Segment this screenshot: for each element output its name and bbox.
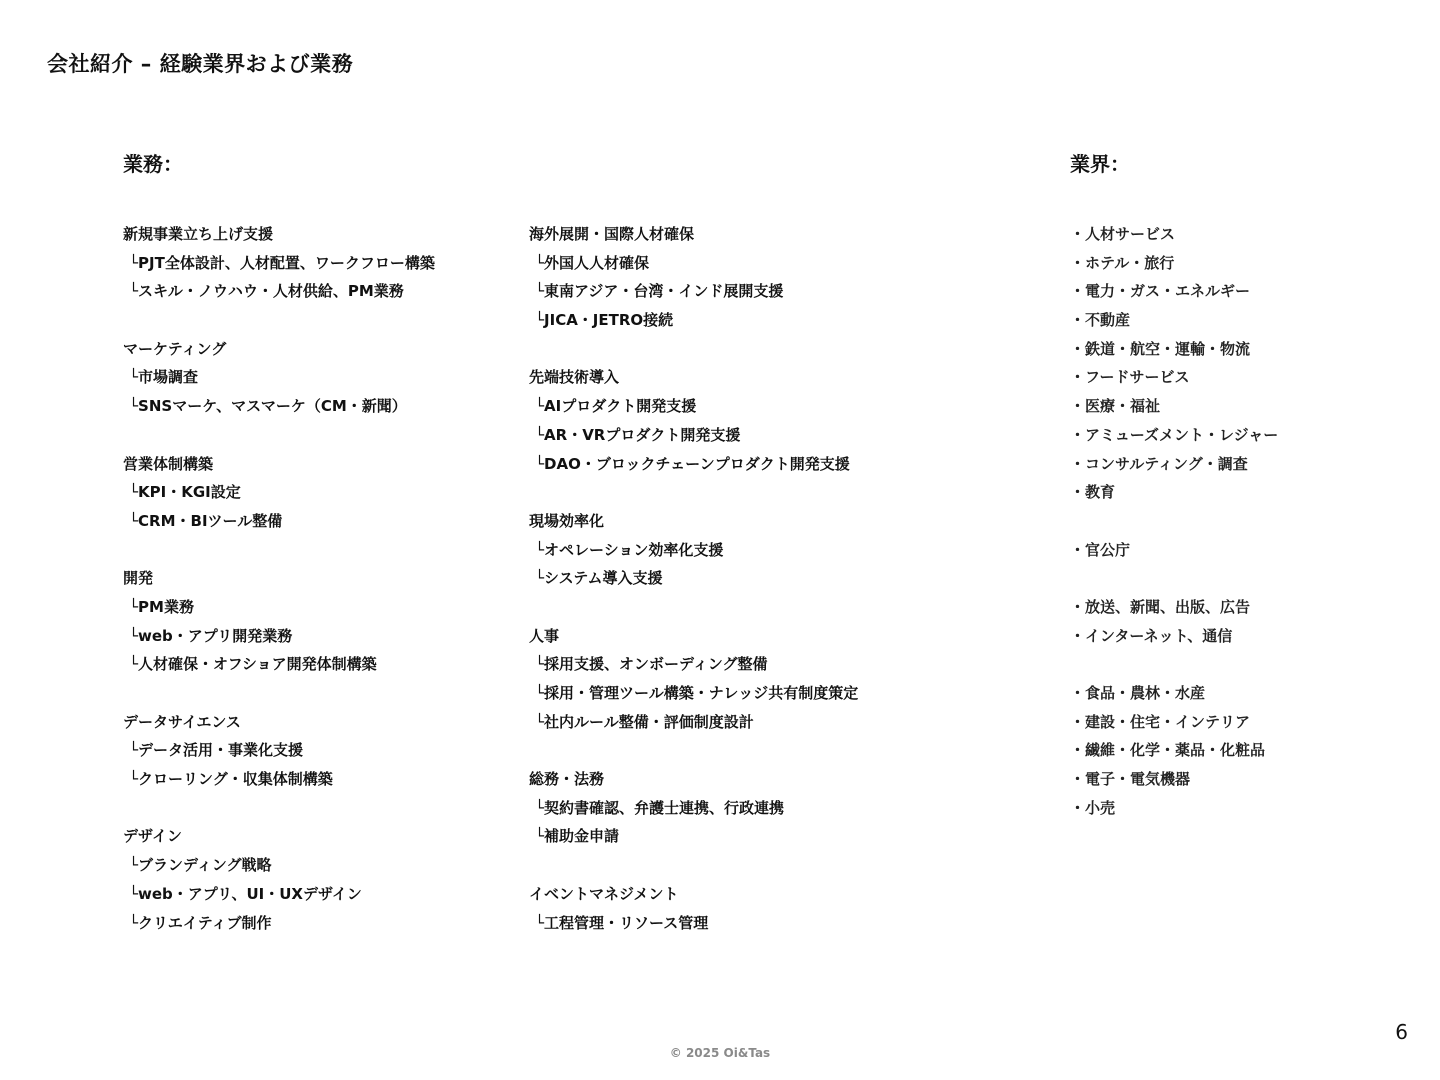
industry-item: ・小売 bbox=[1070, 798, 1116, 817]
industry-item: ・官公庁 bbox=[1070, 540, 1131, 559]
spacer bbox=[123, 306, 435, 335]
sub-item: └クローリング・収集体制構築 bbox=[129, 770, 333, 789]
category-heading: データサイエンス bbox=[123, 712, 241, 731]
business-column-2 bbox=[529, 220, 858, 937]
industry-item: ・教育 bbox=[1070, 483, 1116, 502]
industry-item: ・インターネット、通信 bbox=[1070, 626, 1233, 645]
copyright-footer: © 2025 Oi&Tas bbox=[669, 1046, 771, 1060]
industry-item: ・人材サービス bbox=[1070, 225, 1176, 243]
sub-item: └社内ルール整備・評価制度設計 bbox=[535, 712, 754, 731]
industry-item: ・フードサービス bbox=[1070, 368, 1190, 387]
sub-item: └オペレーション効率化支援 bbox=[535, 540, 724, 559]
business-column-1 bbox=[123, 220, 435, 937]
category-heading: デザイン bbox=[123, 827, 182, 846]
industry-item: ・建設・住宅・インテリア bbox=[1070, 712, 1251, 731]
industry-item: ・放送、新聞、出版、広告 bbox=[1070, 597, 1251, 616]
category-heading: 開発 bbox=[123, 569, 154, 588]
spacer bbox=[529, 851, 858, 880]
page-title: 会社紹介 – 経験業界および業務 bbox=[47, 52, 354, 76]
page-number: 6 bbox=[1395, 1020, 1408, 1044]
category-heading: 総務・法務 bbox=[529, 770, 605, 789]
sub-item: └採用支援、オンボーディング整備 bbox=[535, 655, 768, 674]
sub-item: └ブランディング戦略 bbox=[129, 856, 272, 875]
category-heading: マーケティング bbox=[123, 339, 227, 358]
industry-item: ・ホテル・旅行 bbox=[1070, 253, 1175, 272]
sub-item: └PJT全体設計、人材配置、ワークフロー構築 bbox=[129, 253, 435, 272]
spacer bbox=[529, 736, 858, 765]
sub-item: └人材確保・オフショア開発体制構築 bbox=[129, 655, 377, 674]
sub-item: └採用・管理ツール構築・ナレッジ共有制度策定 bbox=[535, 684, 859, 702]
sub-item: └KPI・KGI設定 bbox=[129, 483, 241, 502]
industry-item: ・不動産 bbox=[1070, 311, 1131, 330]
spacer bbox=[123, 794, 435, 823]
sub-item: └PM業務 bbox=[129, 597, 194, 616]
sub-item: └東南アジア・台湾・インド展開支援 bbox=[535, 282, 784, 301]
industry-item: ・食品・農林・水産 bbox=[1070, 684, 1206, 702]
sub-item: └市場調査 bbox=[129, 368, 199, 387]
spacer bbox=[1070, 564, 1278, 593]
sub-item: └外国人人材確保 bbox=[535, 253, 650, 272]
sub-item: └web・アプリ開発業務 bbox=[129, 626, 293, 645]
category-heading: 現場効率化 bbox=[529, 511, 605, 530]
spacer bbox=[123, 536, 435, 565]
spacer bbox=[123, 679, 435, 708]
sub-item: └AIプロダクト開発支援 bbox=[535, 397, 697, 416]
spacer bbox=[529, 478, 858, 507]
industry-item: ・コンサルティング・調査 bbox=[1070, 454, 1248, 473]
sub-item: └DAO・ブロックチェーンプロダクト開発支援 bbox=[535, 454, 850, 473]
sub-item: └クリエイティブ制作 bbox=[129, 913, 272, 932]
spacer bbox=[1070, 507, 1278, 536]
sub-item: └データ活用・事業化支援 bbox=[129, 741, 304, 760]
industry-item: ・電子・電気機器 bbox=[1070, 770, 1191, 789]
spacer bbox=[123, 421, 435, 450]
industry-item: ・電力・ガス・エネルギー bbox=[1070, 282, 1251, 301]
sub-item: └工程管理・リソース管理 bbox=[535, 913, 709, 932]
industry-heading: 業界： bbox=[1070, 152, 1130, 176]
spacer bbox=[529, 593, 858, 622]
industry-item: ・繊維・化学・薬品・化粧品 bbox=[1070, 741, 1266, 760]
category-heading: 人事 bbox=[529, 626, 560, 645]
category-heading: 新規事業立ち上げ支援 bbox=[123, 225, 274, 243]
industry-item: ・アミューズメント・レジャー bbox=[1070, 425, 1279, 444]
sub-item: └契約書確認、弁護士連携、行政連携 bbox=[535, 798, 785, 817]
sub-item: └JICA・JETRO接続 bbox=[535, 311, 674, 330]
sub-item: └補助金申請 bbox=[535, 827, 620, 846]
category-heading: 営業体制構築 bbox=[123, 454, 214, 473]
sub-item: └SNSマーケ、マスマーケ（CM・新聞） bbox=[129, 397, 407, 416]
spacer bbox=[1070, 650, 1278, 679]
category-heading: 海外展開・国際人材確保 bbox=[529, 225, 695, 243]
sub-item: └CRM・BIツール整備 bbox=[129, 511, 283, 530]
sub-item: └スキル・ノウハウ・人材供給、PM業務 bbox=[129, 282, 404, 301]
category-heading: イベントマネジメント bbox=[529, 884, 679, 903]
industry-item: ・医療・福祉 bbox=[1070, 397, 1161, 416]
category-heading: 先端技術導入 bbox=[529, 368, 620, 387]
spacer bbox=[529, 335, 858, 364]
business-heading: 業務： bbox=[123, 152, 183, 176]
sub-item: └AR・VRプロダクト開発支援 bbox=[535, 425, 741, 444]
sub-item: └web・アプリ、UI・UXデザイン bbox=[129, 884, 362, 903]
industry-item: ・鉄道・航空・運輸・物流 bbox=[1070, 339, 1251, 358]
sub-item: └システム導入支援 bbox=[535, 569, 663, 588]
industry-list bbox=[1070, 220, 1278, 822]
